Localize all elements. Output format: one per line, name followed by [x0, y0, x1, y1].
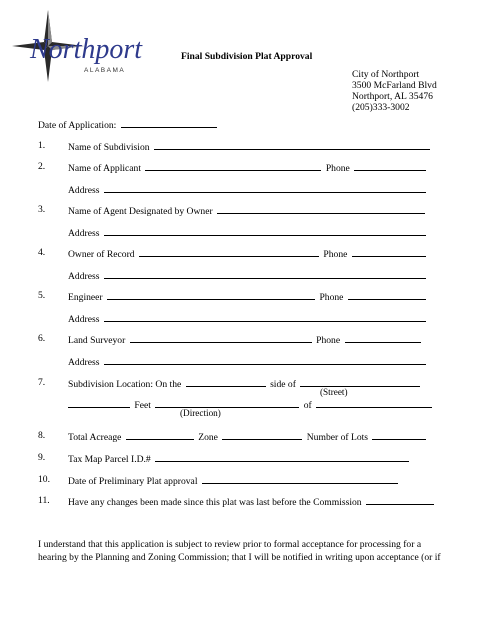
owner-field[interactable] — [139, 248, 319, 257]
owner-phone-label: Phone — [323, 249, 348, 260]
subdivision-name-row — [68, 141, 432, 153]
changes-field[interactable] — [366, 496, 434, 505]
owner-phone-field[interactable] — [352, 248, 426, 257]
applicant-phone-label: Phone — [325, 163, 350, 174]
preliminary-date-row — [68, 475, 400, 487]
logo-text: Northport — [30, 34, 143, 65]
zone-field[interactable] — [222, 431, 302, 440]
agent-row — [68, 205, 427, 217]
surveyor-phone-label: Phone — [316, 335, 341, 346]
changes-label: Have any changes been made since this plat was last before the Commission — [68, 497, 362, 508]
item-number: 9. — [38, 452, 46, 463]
owner-address-row — [68, 270, 428, 282]
total-acreage-label: Total Acreage — [68, 432, 122, 443]
northport-logo — [8, 6, 158, 84]
date-of-application-row — [38, 119, 219, 131]
of-street-field[interactable] — [316, 399, 432, 408]
tax-map-row — [68, 453, 411, 465]
subdivision-name-field[interactable] — [154, 141, 430, 150]
surveyor-field[interactable] — [130, 334, 312, 343]
logo-subtext: ALABAMA — [84, 67, 126, 74]
changes-row — [68, 496, 436, 508]
total-acreage-field[interactable] — [126, 431, 194, 440]
surveyor-phone-field[interactable] — [345, 334, 421, 343]
agent-address-field[interactable] — [104, 227, 426, 236]
applicant-row — [68, 162, 428, 174]
acreage-row — [68, 431, 428, 443]
city-zip: Northport, AL 35476 — [352, 91, 433, 102]
owner-address-label: Address — [68, 271, 100, 282]
engineer-field[interactable] — [107, 291, 315, 300]
item-number: 8. — [38, 430, 46, 441]
owner-row — [68, 248, 428, 260]
item-number: 2. — [38, 161, 46, 172]
city-name: City of Northport — [352, 69, 420, 80]
item-number: 10. — [38, 474, 50, 485]
direction-caption: (Direction) — [180, 408, 221, 418]
owner-label: Owner of Record — [68, 249, 135, 260]
of-label: of — [303, 400, 312, 411]
tax-map-field[interactable] — [155, 453, 409, 462]
preliminary-date-field[interactable] — [202, 475, 398, 484]
applicant-address-label: Address — [68, 185, 100, 196]
agent-address-row — [68, 227, 428, 239]
location-direction-field[interactable] — [186, 378, 266, 387]
surveyor-row — [68, 334, 423, 346]
statement-line: hearing by the Planning and Zoning Commission; that I will be notified in writing upon acceptance (or if — [38, 552, 441, 563]
tax-map-label: Tax Map Parcel I.D.# — [68, 454, 151, 465]
applicant-name-label: Name of Applicant — [68, 163, 141, 174]
item-number: 1. — [38, 140, 46, 151]
item-number: 7. — [38, 377, 46, 388]
engineer-address-row — [68, 313, 428, 325]
side-of-label: side of — [270, 379, 296, 390]
surveyor-address-field[interactable] — [104, 356, 426, 365]
zone-label: Zone — [198, 432, 218, 443]
agent-address-label: Address — [68, 228, 100, 239]
engineer-address-label: Address — [68, 314, 100, 325]
surveyor-address-row — [68, 356, 428, 368]
date-of-application-label: Date of Application: — [38, 120, 117, 131]
agent-label: Name of Agent Designated by Owner — [68, 206, 213, 217]
engineer-label: Engineer — [68, 292, 103, 303]
item-number: 6. — [38, 333, 46, 344]
preliminary-date-label: Date of Preliminary Plat approval — [68, 476, 198, 487]
surveyor-address-label: Address — [68, 357, 100, 368]
location-row — [68, 378, 422, 390]
number-of-lots-label: Number of Lots — [306, 432, 369, 443]
feet-field[interactable] — [68, 399, 130, 408]
agent-field[interactable] — [217, 205, 425, 214]
owner-address-field[interactable] — [104, 270, 426, 279]
form-title: Final Subdivision Plat Approval — [181, 51, 313, 62]
item-number: 4. — [38, 247, 46, 258]
item-number: 5. — [38, 290, 46, 301]
feet-label: Feet — [134, 400, 151, 411]
city-street: 3500 McFarland Blvd — [352, 80, 437, 91]
engineer-row — [68, 291, 428, 303]
engineer-address-field[interactable] — [104, 313, 426, 322]
subdivision-name-label: Name of Subdivision — [68, 142, 150, 153]
location-label: Subdivision Location: On the — [68, 379, 182, 390]
applicant-name-field[interactable] — [145, 162, 321, 171]
item-number: 11. — [38, 495, 50, 506]
location-street-field[interactable] — [300, 378, 420, 387]
date-of-application-field[interactable] — [121, 119, 217, 128]
number-of-lots-field[interactable] — [372, 431, 426, 440]
city-phone: (205)333-3002 — [352, 102, 410, 113]
location-distance-row — [68, 399, 434, 411]
item-number: 3. — [38, 204, 46, 215]
engineer-phone-field[interactable] — [348, 291, 426, 300]
statement-line: I understand that this application is subject to review prior to formal acceptance for processing for a — [38, 539, 422, 550]
surveyor-label: Land Surveyor — [68, 335, 126, 346]
applicant-phone-field[interactable] — [354, 162, 426, 171]
street-caption: (Street) — [320, 387, 348, 397]
distance-direction-field[interactable] — [155, 399, 299, 408]
engineer-phone-label: Phone — [319, 292, 344, 303]
applicant-address-field[interactable] — [104, 184, 426, 193]
applicant-address-row — [68, 184, 428, 196]
